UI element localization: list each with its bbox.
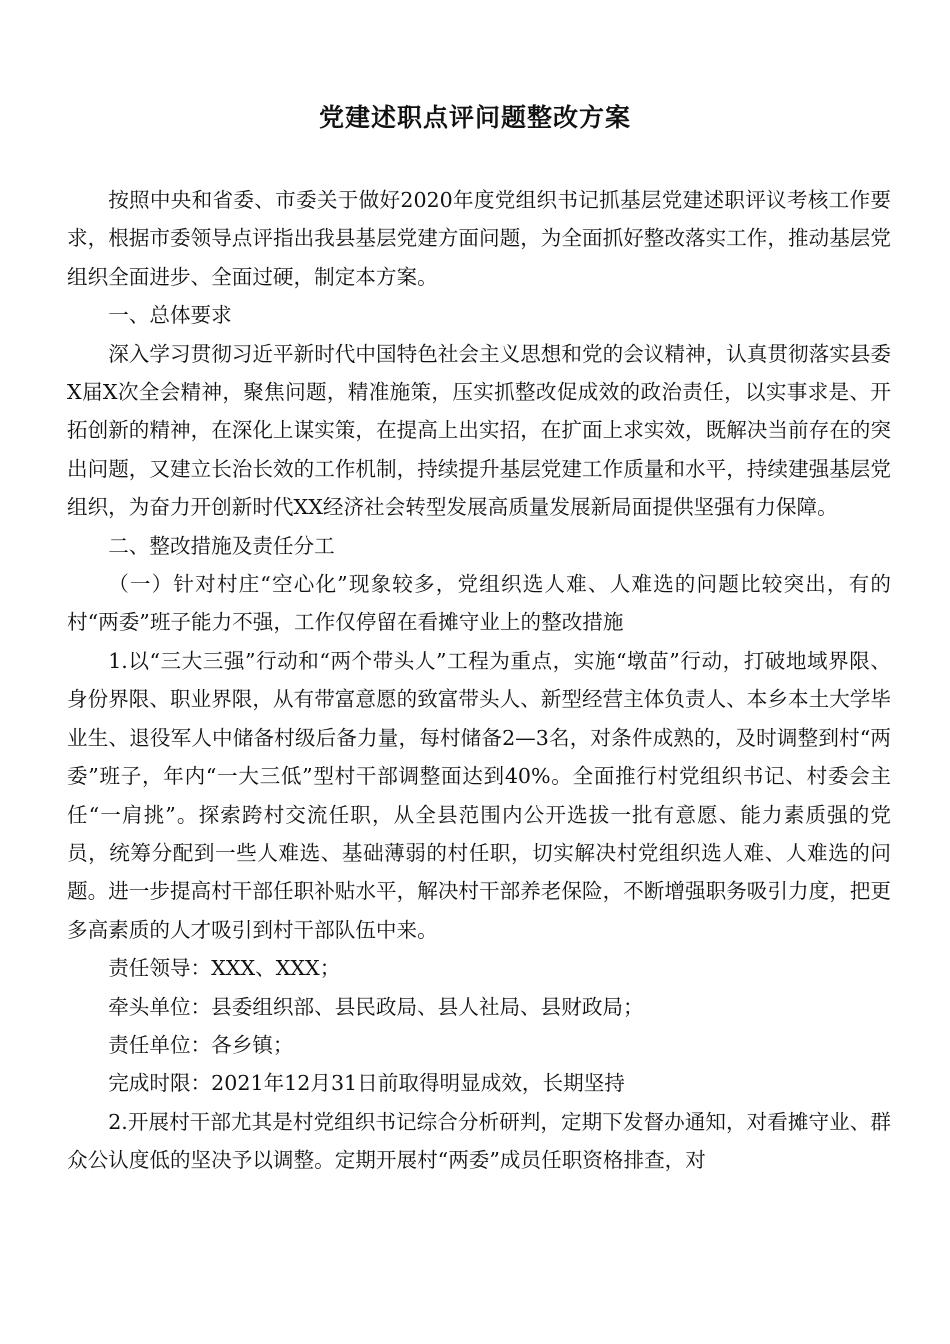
responsible-units: 责任单位：各乡镇； xyxy=(108,1032,294,1057)
section-heading-1: 一、总体要求 xyxy=(108,303,232,328)
document-body xyxy=(67,181,891,1180)
document-title: 党建述职点评问题整改方案 xyxy=(318,103,631,132)
lead-units: 牵头单位：县委组织部、县民政局、县人社局、县财政局； xyxy=(108,994,644,1019)
section-heading-2: 二、整改措施及责任分工 xyxy=(108,533,335,558)
measure-2-paragraph: 2.开展村干部尤其是村党组织书记综合分析研判，定期下发督办通知，对看摊守业、群众公认度低的坚决予以调整。定期开展村“两委”成员任职资格排查，对 xyxy=(67,1109,891,1173)
responsible-leaders: 责任领导：XXX、XXX； xyxy=(108,956,341,981)
measure-1-paragraph: 1.以“三大三强”行动和“两个带头人”工程为重点，实施“墩苗”行动，打破地域界限、身份界限、职业界限，从有带富意愿的致富带头人、新型经营主体负责人、本乡本土大学毕业生、退役军人中储备村级后备力量，每村储备2—3名，对条件成熟的，及时调整到村“两委”班子，年内“一大三低”型村干部调整面达到40%。全面推行村党组织书记、村委会主任“一肩挑”。探索跨村交流任职，从全县范围内公开选拔一批有意愿、能力素质强的党员，统筹分配到一些人难选、基础薄弱的村任职，切实解决村党组织选人难、人难选的问题。进一步提高村干部任职补贴水平，解决村干部养老保险，不断增强职务吸引力度，把更多高素质的人才吸引到村干部队伍中来。 xyxy=(67,648,891,942)
subsection-heading-1: （一）针对村庄“空心化”现象较多，党组织选人难、人难选的问题比较突出，有的村“两委”班子能力不强，工作仅停留在看摊守业上的整改措施 xyxy=(67,572,891,635)
general-requirements-paragraph: 深入学习贯彻习近平新时代中国特色社会主义思想和党的会议精神，认真贯彻落实县委X届X次全会精神，聚焦问题，精准施策，压实抓整改促成效的政治责任，以实事求是、开拓创新的精神，在深化上谋实策，在提高上出实招，在扩面上求实效，既解决当前存在的突出问题，又建立长治长效的工作机制，持续提升基层党建工作质量和水平，持续建强基层党组织，为奋力开创新时代XX经济社会转型发展高质量发展新局面提供坚强有力保障。 xyxy=(67,341,891,520)
intro-paragraph: 按照中央和省委、市委关于做好2020年度党组织书记抓基层党建述职评议考核工作要求，根据市委领导点评指出我县基层党建方面问题，为全面抓好整改落实工作，推动基层党组织全面进步、全面过硬，制定本方案。 xyxy=(67,188,891,289)
completion-deadline: 完成时限：2021年12月31日前取得明显成效，长期坚持 xyxy=(108,1071,625,1096)
